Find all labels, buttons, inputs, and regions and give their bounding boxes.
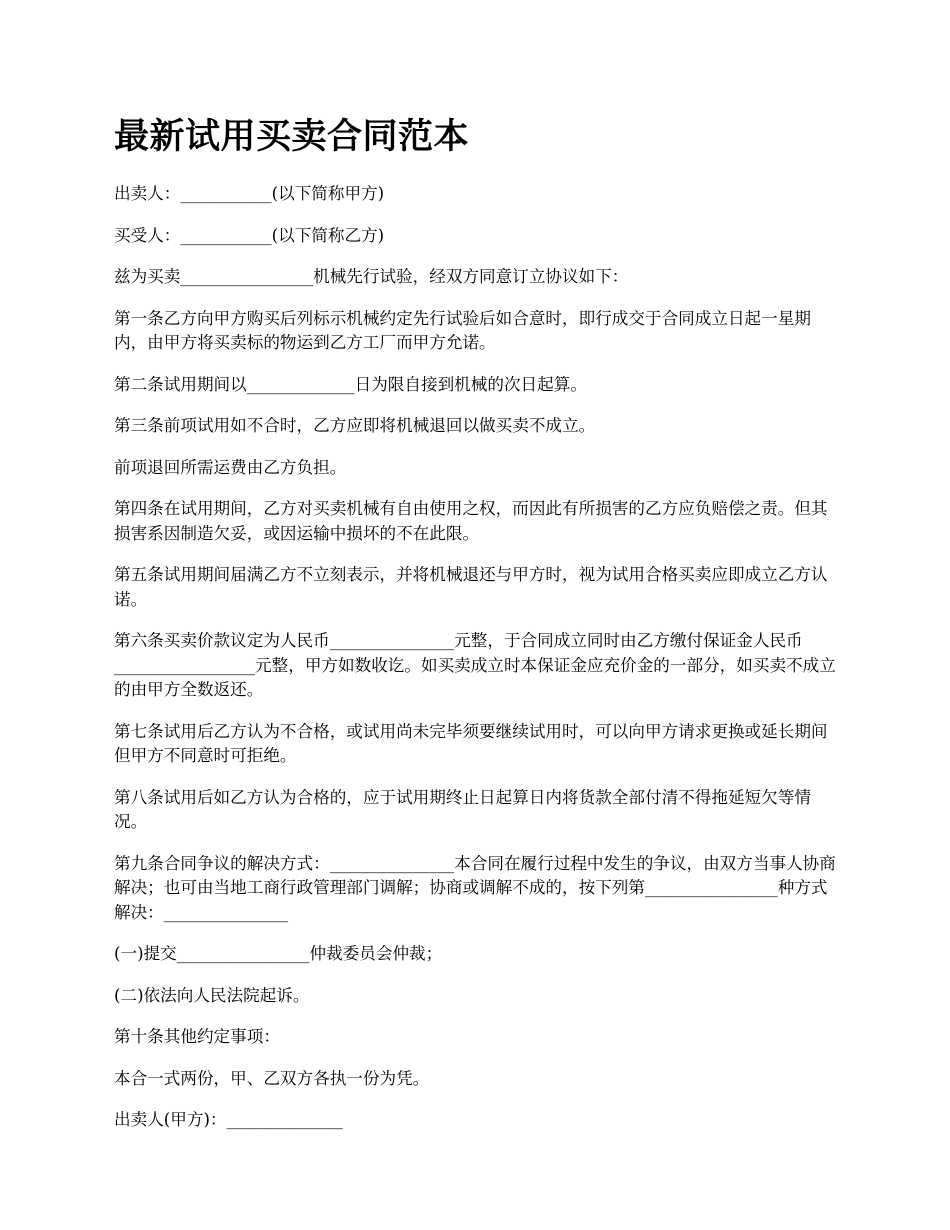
contract-document <box>114 112 842 1150</box>
intro-paragraph: 兹为买卖________________机械先行试验，经双方同意订立协议如下： <box>114 267 629 286</box>
article-3: 第三条前项试用如不合时，乙方应即将机械退回以做买卖不成立。 <box>114 416 596 435</box>
article-8: 第八条试用后如乙方认为合格的，应于试用期终止日起算日内将货款全部付清不得拖延短欠等情况。 <box>114 787 811 831</box>
copies-clause: 本合一式两份，甲、乙双方各执一份为凭。 <box>114 1068 430 1088</box>
buyer-line: 买受人：___________(以下简称乙方) <box>114 225 385 245</box>
article-2: 第二条试用期间以_____________日为限自接到机械的次日起算。 <box>114 374 587 394</box>
seller-line: 出卖人：___________(以下简称甲方) <box>114 184 385 203</box>
article-5: 第五条试用期间届满乙方不立刻表示，并将机械退还与甲方时，视为试用合格买卖应即成立乙方认诺。 <box>114 565 828 609</box>
dispute-option-1: (一)提交________________仲裁委员会仲裁； <box>114 944 443 963</box>
article-3-note: 前项退回所需运费由乙方负担。 <box>114 457 347 477</box>
article-9: 第九条合同争议的解决方式：_______________本合同在履行过程中发生的争议，由双方当事人协商解决；也可由当地工商行政管理部门调解；协商或调解不成的，按下列第________________种方式解决：_______________ <box>114 853 836 922</box>
article-4: 第四条在试用期间，乙方对买卖机械有自由使用之权，而因此有所损害的乙方应负赔偿之责。但其损害系因制造欠妥，或因运输中损坏的不在此限。 <box>114 499 828 543</box>
dispute-option-2: (二)依法向人民法院起诉。 <box>114 985 310 1005</box>
article-7: 第七条试用后乙方认为不合格，或试用尚未完毕须要继续试用时，可以向甲方请求更换或延长期间但甲方不同意时可拒绝。 <box>114 721 828 765</box>
seller-signature-line: 出卖人(甲方)：______________ <box>114 1110 343 1129</box>
article-1: 第一条乙方向甲方购买后列标示机械约定先行试验后如合意时，即行成交于合同成立日起一星期内，由甲方将买卖标的物运到乙方工厂而甲方允诺。 <box>114 308 811 352</box>
article-6: 第六条买卖价款议定为人民币_______________元整，于合同成立同时由乙方缴付保证金人民币_________________元整，甲方如数收讫。如买卖成立时本保证金应充价金的一部分，如买卖不成立的由甲方全数返还。 <box>114 631 836 699</box>
document-title: 最新试用买卖合同范本 <box>114 116 470 157</box>
article-10: 第十条其他约定事项： <box>114 1027 280 1046</box>
